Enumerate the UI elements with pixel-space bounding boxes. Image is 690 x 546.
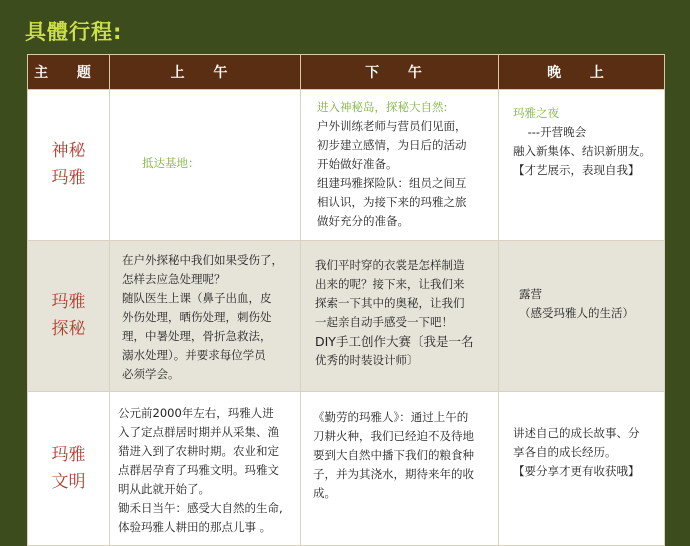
cell-text: 【要分享才更有收获哦】: [513, 464, 640, 478]
cell-text: 抵达基地：: [142, 156, 200, 170]
cell-text: 必须学会。: [122, 367, 180, 381]
cell-text: 点群居孕育了玛雅文明。玛雅文: [118, 463, 279, 477]
cell-text: 享各自的成长经历。: [513, 445, 617, 459]
cell-text: 锄禾日当午：感受大自然的生命,: [118, 501, 283, 515]
row-theme: [28, 392, 110, 546]
header-afternoon: 下 午: [301, 55, 499, 90]
evening-cell: [499, 392, 665, 546]
cell-text: 组建玛雅探险队：组员之间互: [317, 176, 467, 190]
cell-text: 一起亲自动手感受一下吧！: [315, 315, 453, 329]
cell-text: 入了定点群居时期并从采集、渔: [118, 425, 279, 439]
cell-text: 优秀的时装设计师〕: [315, 353, 419, 367]
cell-text: 户外训练老师与营员们见面，: [317, 119, 467, 133]
afternoon-cell: [301, 392, 499, 546]
cell-heading: 玛雅之夜: [513, 106, 559, 120]
cell-text: 做好充分的准备。: [317, 214, 409, 228]
cell-text: 在户外探秘中我们如果受伤了，: [122, 253, 283, 267]
evening-cell: [499, 241, 665, 392]
table-row: [28, 241, 665, 392]
cell-text: 相认识，为接下来的玛雅之旅: [317, 195, 467, 209]
theme-line: 文明: [51, 471, 86, 492]
table-row: [28, 392, 665, 546]
cell-text: 探索一下其中的奥秘，让我们: [315, 296, 465, 310]
cell-text: 明从此就开始了。: [118, 482, 210, 496]
header-morning: 上 午: [110, 55, 301, 90]
theme-line: 玛雅: [51, 292, 86, 312]
theme-line: 神秘: [51, 141, 86, 161]
cell-heading: 进入神秘岛，探秘大自然:: [317, 100, 448, 114]
cell-text: 猎进入到了农耕时期。农业和定: [118, 444, 279, 458]
morning-cell: [110, 392, 301, 546]
header-theme: 主 题: [28, 55, 110, 90]
cell-text: 讲述自己的成长故事、分: [513, 426, 640, 440]
row-theme: [28, 90, 110, 241]
cell-text: 我们平时穿的衣裳是怎样制造: [315, 258, 465, 272]
cell-text: 公元前2000年左右，玛雅人进: [118, 406, 274, 420]
cell-text: 理，中暑处理，骨折急救法，: [122, 329, 272, 343]
cell-text: 子，并为其浇水，期待来年的收: [313, 467, 474, 481]
cell-text: （感受玛雅人的生活）: [519, 306, 634, 320]
cell-text: 初步建立感情，为日后的活动: [317, 138, 467, 152]
theme-line: 玛雅: [51, 168, 86, 188]
row-theme: [28, 241, 110, 392]
cell-text: DIY手工创作大赛〔我是一名: [315, 334, 474, 349]
cell-text: 成。: [313, 486, 336, 500]
cell-text: 怎样去应急处理呢？: [122, 272, 226, 286]
cell-text: ---开营晚会: [513, 125, 587, 139]
cell-text: 刀耕火种，我们已经迫不及待地: [313, 429, 474, 443]
cell-text: 融入新集体、结识新朋友。: [513, 144, 651, 158]
cell-text: 出来的呢？接下来，让我们来: [315, 277, 465, 291]
afternoon-cell: [301, 90, 499, 241]
cell-text: 体验玛雅人耕田的那点儿事 。: [118, 520, 272, 534]
morning-cell: [110, 241, 301, 392]
cell-text: 【才艺展示，表现自我】: [513, 163, 640, 177]
cell-text: 溺水处理）。并要求每位学员: [122, 348, 266, 362]
itinerary-table: [27, 54, 665, 546]
cell-text: 露营: [519, 287, 542, 301]
header-evening: 晚 上: [499, 55, 665, 90]
cell-text: 外伤处理，晒伤处理，刺伤处: [122, 310, 272, 324]
theme-line: 探秘: [51, 319, 86, 339]
morning-cell: [110, 90, 301, 241]
cell-text: 要到大自然中播下我们的粮食种: [313, 448, 474, 462]
afternoon-cell: [301, 241, 499, 392]
cell-text: 《勤劳的玛雅人》：通过上午的: [313, 410, 469, 424]
cell-text: 随队医生上课（鼻子出血，皮: [122, 291, 272, 305]
header-row: [28, 55, 665, 90]
theme-line: 玛雅: [51, 444, 86, 465]
table-row: [28, 90, 665, 241]
page-title: 具體行程:: [25, 20, 123, 44]
evening-cell: [499, 90, 665, 241]
cell-text: 开始做好准备。: [317, 157, 398, 171]
